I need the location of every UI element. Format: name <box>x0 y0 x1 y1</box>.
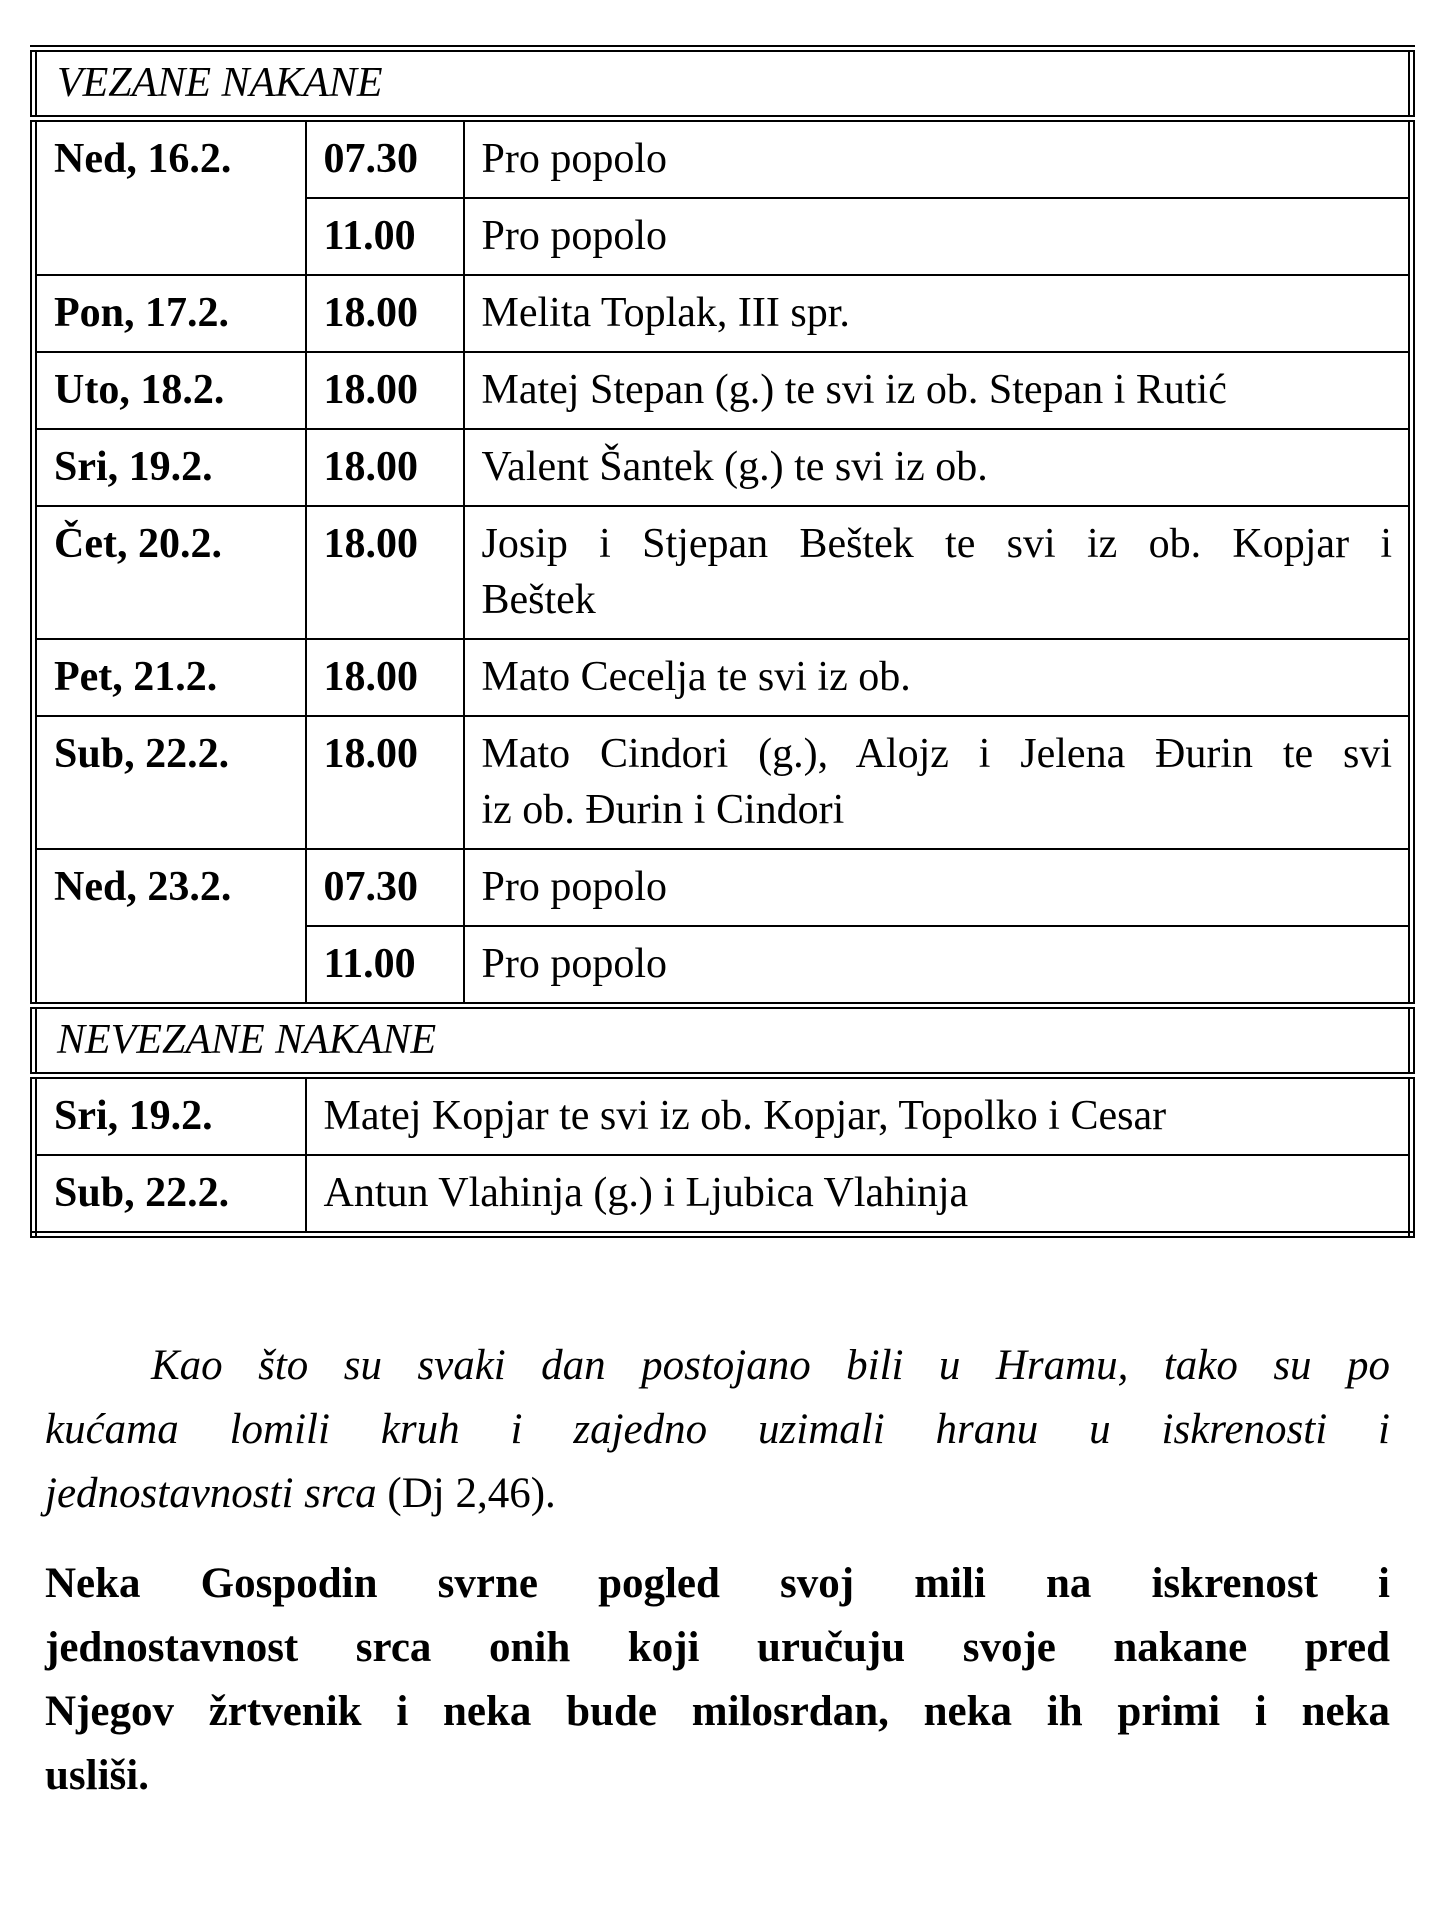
quote-line: kućama lomili kruh i zajedno uzimali hranu u iskrenosti i <box>45 1406 1390 1453</box>
intention-line: iz ob. Đurin i Cindori <box>481 787 845 833</box>
intention-cell: Pro popolo <box>464 198 1412 275</box>
time-cell: 07.30 <box>306 119 464 199</box>
time-cell: 18.00 <box>306 716 464 849</box>
time-cell: 11.00 <box>306 926 464 1006</box>
day-cell: Uto, 18.2. <box>34 352 306 429</box>
day-cell: Sri, 19.2. <box>34 429 306 506</box>
intention-cell: Pro popolo <box>464 849 1412 926</box>
day-cell: Sub, 22.2. <box>34 716 306 849</box>
blessing-paragraph <box>45 1552 1390 1808</box>
day-cell: Pet, 21.2. <box>34 639 306 716</box>
intention-cell <box>464 506 1412 639</box>
time-cell: 18.00 <box>306 639 464 716</box>
table-row <box>34 275 1412 352</box>
table-row <box>34 639 1412 716</box>
quote-line <box>45 1462 1390 1526</box>
intention-cell: Melita Toplak, III spr. <box>464 275 1412 352</box>
intention-cell: Matej Stepan (g.) te svi iz ob. Stepan i Rutić <box>464 352 1412 429</box>
quote-line: Kao što su svaki dan postojano bili u Hramu, tako su po <box>151 1342 1390 1389</box>
intention-cell: Matej Kopjar te svi iz ob. Kopjar, Topolko i Cesar <box>306 1076 1412 1156</box>
time-cell: 18.00 <box>306 506 464 639</box>
table-row <box>34 352 1412 429</box>
intention-cell: Mato Cecelja te svi iz ob. <box>464 639 1412 716</box>
intention-line: Beštek <box>481 577 596 623</box>
day-cell: Sri, 19.2. <box>34 1076 306 1156</box>
table-row <box>34 849 1412 926</box>
intention-cell: Pro popolo <box>464 926 1412 1006</box>
day-cell: Pon, 17.2. <box>34 275 306 352</box>
section-header-vezane <box>34 49 1412 119</box>
day-cell: Ned, 23.2. <box>34 849 306 1006</box>
quote-line-italic-part: jednostavnosti srca <box>45 1470 377 1517</box>
mass-intentions-table <box>30 45 1415 1238</box>
blessing-line: usliši. <box>45 1752 149 1799</box>
time-cell: 11.00 <box>306 198 464 275</box>
intention-cell <box>464 716 1412 849</box>
intention-cell: Valent Šantek (g.) te svi iz ob. <box>464 429 1412 506</box>
day-cell: Čet, 20.2. <box>34 506 306 639</box>
intention-line: Josip i Stjepan Beštek te svi iz ob. Kopjar i <box>481 521 1393 567</box>
time-cell: 18.00 <box>306 429 464 506</box>
blessing-line: Njegov žrtvenik i neka bude milosrdan, neka ih primi i neka <box>45 1688 1390 1735</box>
scripture-reference: (Dj 2,46). <box>376 1470 556 1517</box>
blessing-line: Neka Gospodin svrne pogled svoj mili na iskrenost i <box>45 1560 1390 1607</box>
section-title-vezane: VEZANE NAKANE <box>34 49 1412 119</box>
section-title-nevezane: NEVEZANE NAKANE <box>34 1006 1412 1076</box>
scripture-quote-paragraph <box>45 1334 1390 1526</box>
table-row <box>34 506 1412 639</box>
section-header-nevezane <box>34 1006 1412 1076</box>
table-row <box>34 716 1412 849</box>
time-cell: 07.30 <box>306 849 464 926</box>
table-row <box>34 1155 1412 1235</box>
table-row <box>34 1076 1412 1156</box>
document-page <box>0 45 1434 1808</box>
blessing-line: jednostavnost srca onih koji uručuju svoje nakane pred <box>45 1624 1390 1671</box>
intention-cell: Pro popolo <box>464 119 1412 199</box>
time-cell: 18.00 <box>306 275 464 352</box>
intention-cell: Antun Vlahinja (g.) i Ljubica Vlahinja <box>306 1155 1412 1235</box>
table-row <box>34 429 1412 506</box>
table-row <box>34 119 1412 199</box>
day-cell: Ned, 16.2. <box>34 119 306 276</box>
intention-line: Mato Cindori (g.), Alojz i Jelena Đurin te svi <box>481 731 1393 777</box>
time-cell: 18.00 <box>306 352 464 429</box>
day-cell: Sub, 22.2. <box>34 1155 306 1235</box>
